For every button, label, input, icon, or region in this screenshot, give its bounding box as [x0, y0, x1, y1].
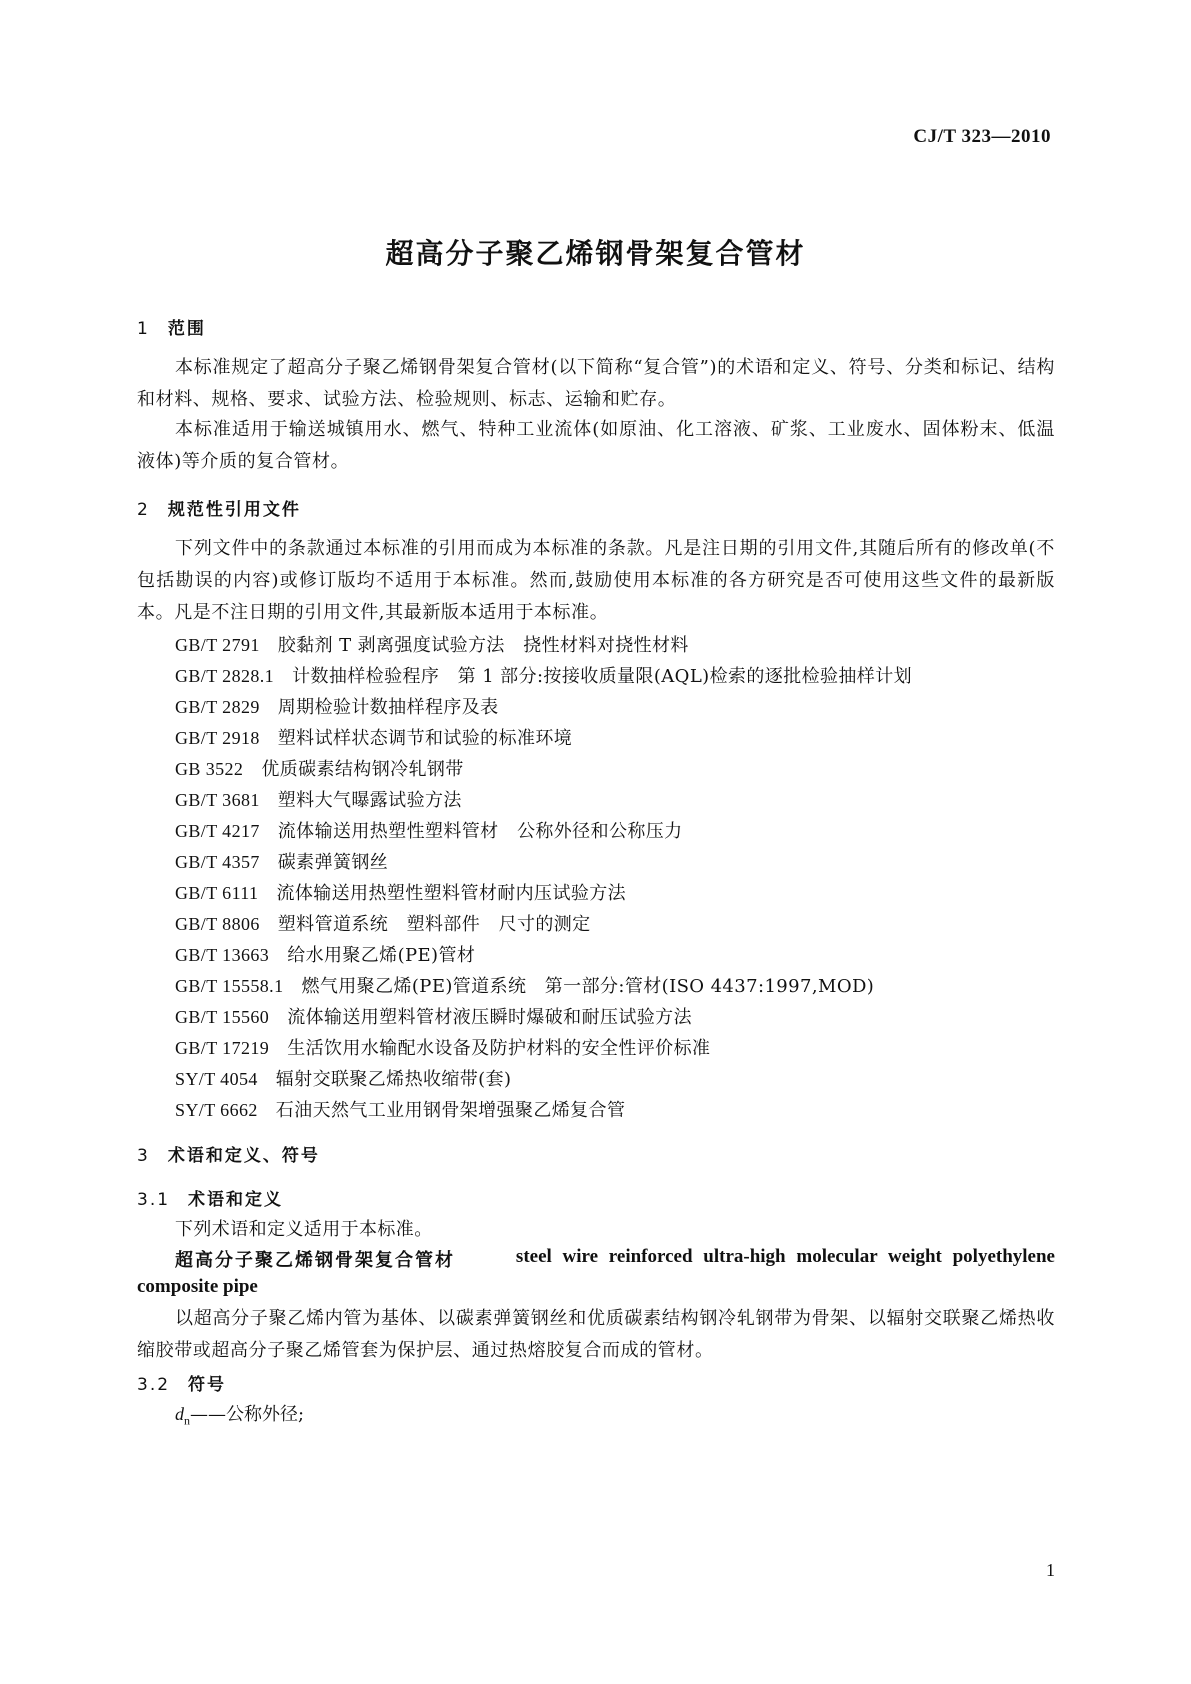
reference-title: 周期检验计数抽样程序及表: [277, 697, 499, 718]
reference-title: 生活饮用水输配水设备及防护材料的安全性评价标准: [287, 1038, 711, 1059]
reference-title: 流体输送用塑料管材液压瞬时爆破和耐压试验方法: [287, 1007, 692, 1028]
reference-title: 流体输送用热塑性塑料管材 公称外径和公称压力: [277, 821, 683, 842]
reference-item: [175, 848, 388, 874]
term-chinese: 超高分子聚乙烯钢骨架复合管材: [175, 1250, 455, 1271]
reference-item: [175, 1096, 625, 1122]
reference-title: 胶黏剂 T 剥离强度试验方法 挠性材料对挠性材料: [277, 635, 689, 656]
section-1-paragraph-2: 本标准适用于输送城镇用水、燃气、特种工业流体(如原油、化工溶液、矿浆、工业废水、固体粉末、低温液体)等介质的复合管材。: [137, 419, 1055, 472]
term-definition: 以超高分子聚乙烯内管为基体、以碳素弹簧钢丝和优质碳素结构钢冷轧钢带为骨架、以辐射交联聚乙烯热收缩胶带或超高分子聚乙烯管套为保护层、通过热熔胶复合而成的管材。: [137, 1308, 1055, 1361]
term-english-line-2: composite pipe: [137, 1276, 258, 1297]
reference-code: GB/T 13663: [175, 945, 270, 965]
term-english-line-1: steel wire reinforced ultra-high molecular weight polyethylene: [515, 1246, 1055, 1267]
reference-code: GB/T 8806: [175, 914, 260, 934]
section-3-1-heading: [137, 1185, 283, 1210]
section-3-title: 术语和定义、符号: [167, 1146, 320, 1166]
reference-title: 燃气用聚乙烯(PE)管道系统 第一部分:管材(ISO 4437:1997,MOD): [301, 976, 875, 997]
section-1-paragraph-1: 本标准规定了超高分子聚乙烯钢骨架复合管材(以下简称“复合管”)的术语和定义、符号、分类和标记、结构和材料、规格、要求、试验方法、检验规则、标志、运输和贮存。: [137, 357, 1055, 410]
symbol-definition: [175, 1400, 304, 1429]
reference-code: SY/T 6662: [175, 1100, 258, 1120]
reference-title: 辐射交联聚乙烯热收缩带(套): [275, 1069, 512, 1090]
reference-code: GB/T 6111: [175, 883, 259, 903]
reference-item: [175, 1034, 710, 1060]
reference-item: [175, 1065, 511, 1091]
reference-item: [175, 817, 683, 843]
reference-title: 计数抽样检验程序 第 1 部分:按接收质量限(AQL)检索的逐批检验抽样计划: [292, 666, 912, 687]
symbol-description: ——公称外径;: [190, 1404, 305, 1425]
reference-code: GB/T 2828.1: [175, 666, 275, 686]
section-3-1-number: 3.1: [137, 1190, 171, 1210]
section-1-number: 1: [137, 319, 150, 339]
reference-title: 石油天然气工业用钢骨架增强聚乙烯复合管: [275, 1100, 626, 1121]
reference-code: GB/T 15558.1: [175, 976, 284, 996]
reference-item: [175, 724, 572, 750]
section-3-number: 3: [137, 1146, 150, 1166]
reference-title: 优质碳素结构钢冷轧钢带: [261, 759, 464, 780]
section-3-2-title: 符号: [188, 1375, 227, 1395]
section-3-2-heading: [137, 1370, 226, 1395]
reference-code: SY/T 4054: [175, 1069, 258, 1089]
symbol-letter: d: [175, 1404, 184, 1424]
reference-code: GB/T 4217: [175, 821, 260, 841]
reference-item: [175, 631, 689, 657]
reference-item: [175, 972, 874, 998]
section-3-heading: [137, 1141, 320, 1166]
reference-title: 塑料大气曝露试验方法: [277, 790, 462, 811]
reference-title: 碳素弹簧钢丝: [277, 852, 389, 873]
document-title: 超高分子聚乙烯钢骨架复合管材: [385, 237, 806, 270]
reference-title: 流体输送用热塑性塑料管材耐内压试验方法: [276, 883, 627, 904]
reference-item: [175, 910, 591, 936]
symbol-subscript: n: [184, 1413, 190, 1428]
section-2-intro: 下列文件中的条款通过本标准的引用而成为本标准的条款。凡是注日期的引用文件,其随后所有的修改单(不包括勘误的内容)或修订版均不适用于本标准。然而,鼓励使用本标准的各方研究是否可使用这些文件的最新版本。凡是不注日期的引用文件,其最新版本适用于本标准。: [137, 538, 1055, 623]
reference-code: GB/T 2918: [175, 728, 260, 748]
section-3-1-title: 术语和定义: [188, 1190, 284, 1210]
reference-code: GB 3522: [175, 759, 244, 779]
reference-title: 塑料试样状态调节和试验的标准环境: [277, 728, 573, 749]
section-2-heading: [137, 495, 301, 520]
reference-item: [175, 1003, 692, 1029]
section-3-1-intro: 下列术语和定义适用于本标准。: [175, 1219, 433, 1240]
section-3-2-number: 3.2: [137, 1375, 171, 1395]
page-number: 1: [1046, 1560, 1055, 1580]
reference-code: GB/T 15560: [175, 1007, 270, 1027]
section-1-heading: [137, 314, 206, 339]
reference-code: GB/T 2829: [175, 697, 260, 717]
reference-item: [175, 786, 462, 812]
term-entry: [175, 1246, 1055, 1272]
reference-code: GB/T 3681: [175, 790, 260, 810]
reference-item: [175, 693, 499, 719]
reference-item: [175, 662, 912, 688]
section-2-number: 2: [137, 500, 150, 520]
section-2-title: 规范性引用文件: [167, 500, 301, 520]
reference-item: [175, 941, 475, 967]
reference-code: GB/T 2791: [175, 635, 260, 655]
reference-item: [175, 755, 464, 781]
reference-title: 塑料管道系统 塑料部件 尺寸的测定: [277, 914, 591, 935]
reference-item: [175, 879, 626, 905]
section-1-title: 范围: [167, 319, 206, 339]
reference-code: GB/T 4357: [175, 852, 260, 872]
standard-number: CJ/T 323—2010: [913, 126, 1051, 147]
reference-code: GB/T 17219: [175, 1038, 270, 1058]
reference-title: 给水用聚乙烯(PE)管材: [287, 945, 476, 966]
